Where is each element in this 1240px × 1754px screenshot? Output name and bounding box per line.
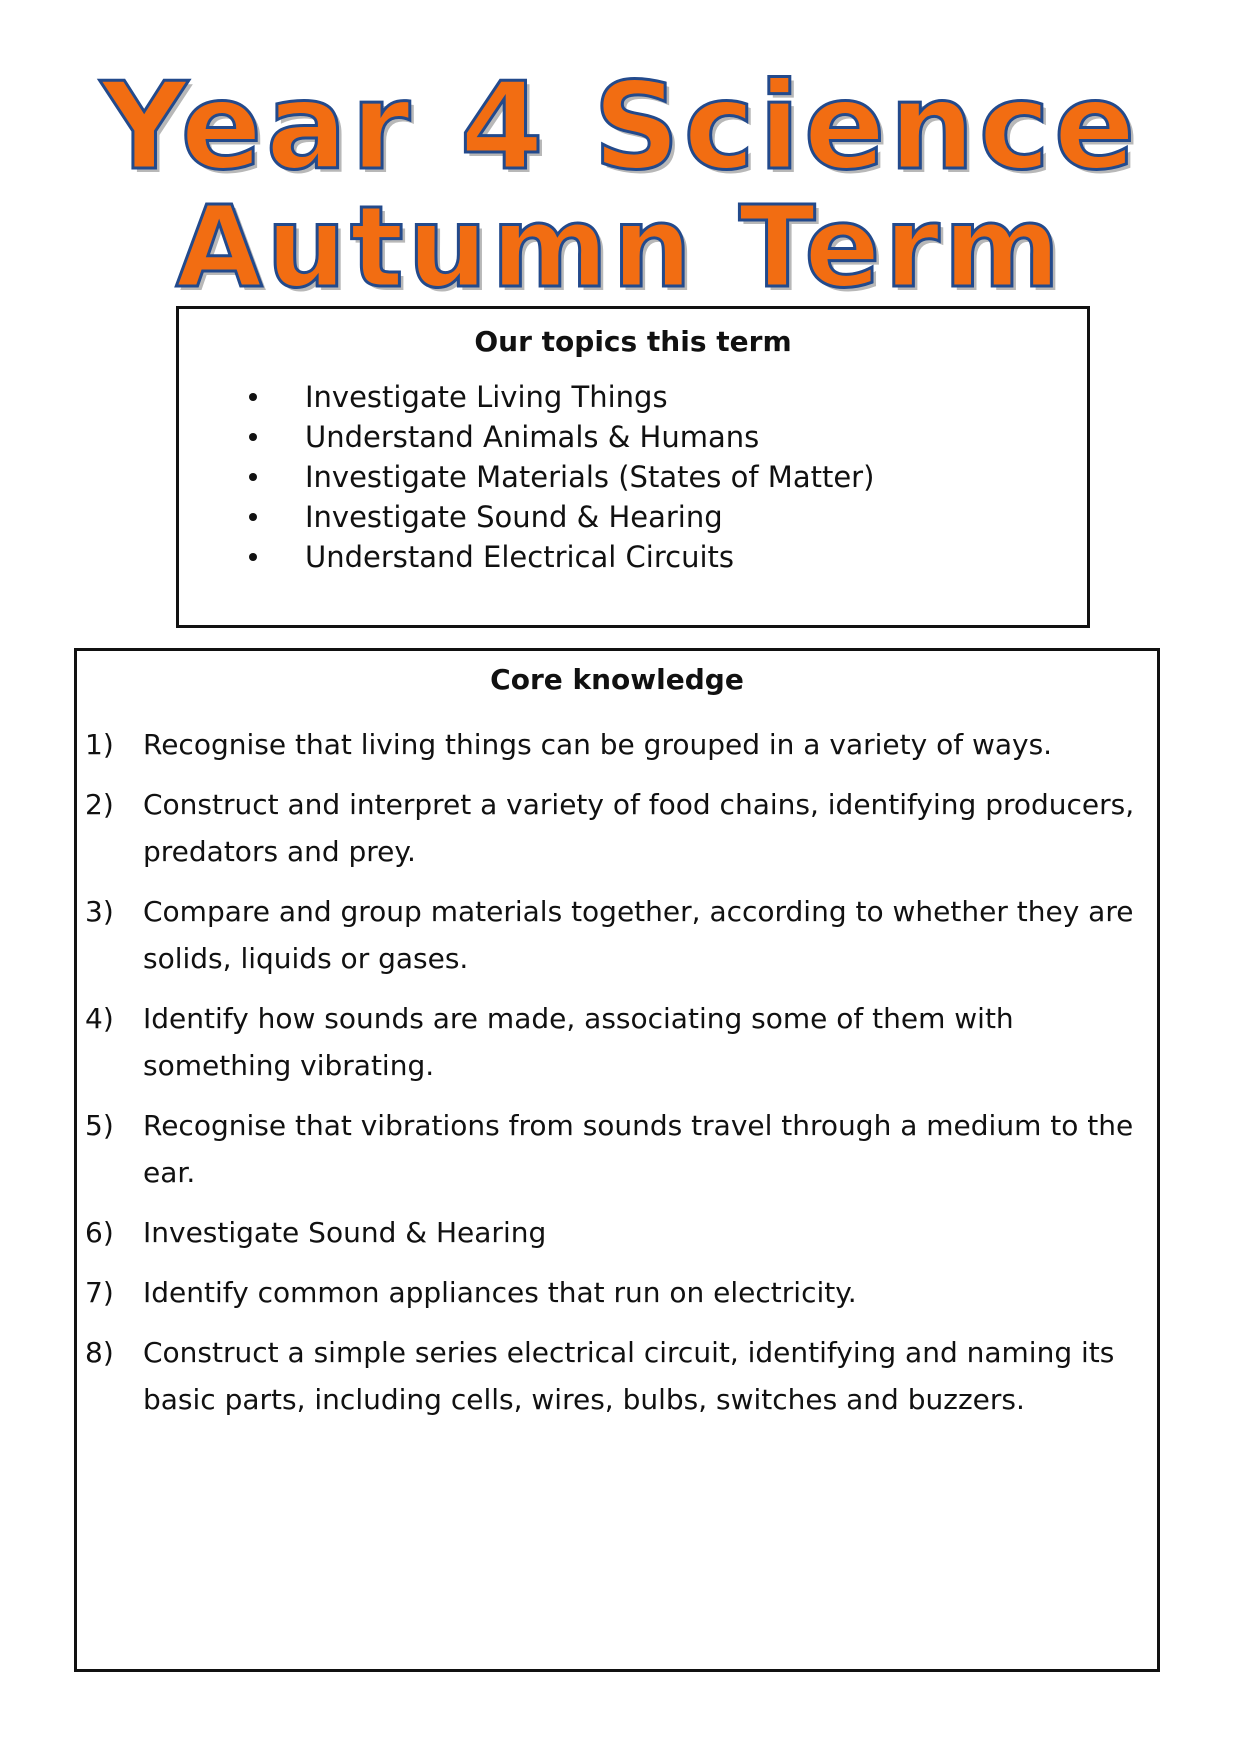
topic-item xyxy=(249,497,874,537)
topic-item xyxy=(249,457,874,497)
bullet-icon xyxy=(249,553,257,561)
core-item-text: Investigate Sound & Hearing xyxy=(143,1216,547,1249)
topic-text: Understand Animals & Humans xyxy=(305,420,760,454)
topic-text: Investigate Materials (States of Matter) xyxy=(305,460,875,494)
core-item-number: 3) xyxy=(85,895,114,928)
core-item xyxy=(85,1269,1151,1316)
topic-item xyxy=(249,537,874,577)
core-item xyxy=(85,781,1151,875)
core-item-text: Identify how sounds are made, associating some of them with something vibrating. xyxy=(143,1002,1014,1082)
title-line-1: Year 4 Science xyxy=(100,58,1140,197)
core-item xyxy=(85,1209,1151,1256)
core-item-number: 8) xyxy=(85,1336,114,1369)
core-item-text: Construct and interpret a variety of food chains, identifying producers, predators and prey. xyxy=(143,788,1135,868)
core-item xyxy=(85,1102,1151,1196)
core-item-text: Construct a simple series electrical circuit, identifying and naming its basic parts, including cells, wires, bulbs, switches and buzzers. xyxy=(143,1336,1115,1416)
core-item-number: 4) xyxy=(85,1002,114,1035)
core-item-number: 1) xyxy=(85,728,114,761)
core-item-text: Recognise that living things can be grouped in a variety of ways. xyxy=(143,728,1053,761)
core-item-number: 5) xyxy=(85,1109,114,1142)
topics-box xyxy=(176,306,1090,628)
core-item xyxy=(85,721,1151,768)
title-line-2: Autumn Term xyxy=(175,183,1065,313)
bullet-icon xyxy=(249,513,257,521)
core-item xyxy=(85,995,1151,1089)
bullet-icon xyxy=(249,393,257,401)
topics-list xyxy=(249,377,874,577)
core-item xyxy=(85,1329,1151,1423)
bullet-icon xyxy=(249,473,257,481)
core-item-number: 2) xyxy=(85,788,114,821)
core-item-text: Compare and group materials together, according to whether they are solids, liquids or gases. xyxy=(143,895,1134,975)
topic-text: Understand Electrical Circuits xyxy=(305,540,734,574)
topic-text: Investigate Living Things xyxy=(305,380,668,414)
topics-heading: Our topics this term xyxy=(474,325,792,358)
topic-item xyxy=(249,377,874,417)
bullet-icon xyxy=(249,433,257,441)
core-item-text: Identify common appliances that run on electricity. xyxy=(143,1276,857,1309)
core-item-number: 6) xyxy=(85,1216,114,1249)
core-knowledge-heading: Core knowledge xyxy=(490,663,744,696)
topic-text: Investigate Sound & Hearing xyxy=(305,500,723,534)
core-item-number: 7) xyxy=(85,1276,114,1309)
core-item xyxy=(85,888,1151,982)
topic-item xyxy=(249,417,874,457)
core-knowledge-box xyxy=(74,648,1160,1672)
core-knowledge-list xyxy=(85,721,1151,1436)
core-item-text: Recognise that vibrations from sounds travel through a medium to the ear. xyxy=(143,1109,1134,1189)
